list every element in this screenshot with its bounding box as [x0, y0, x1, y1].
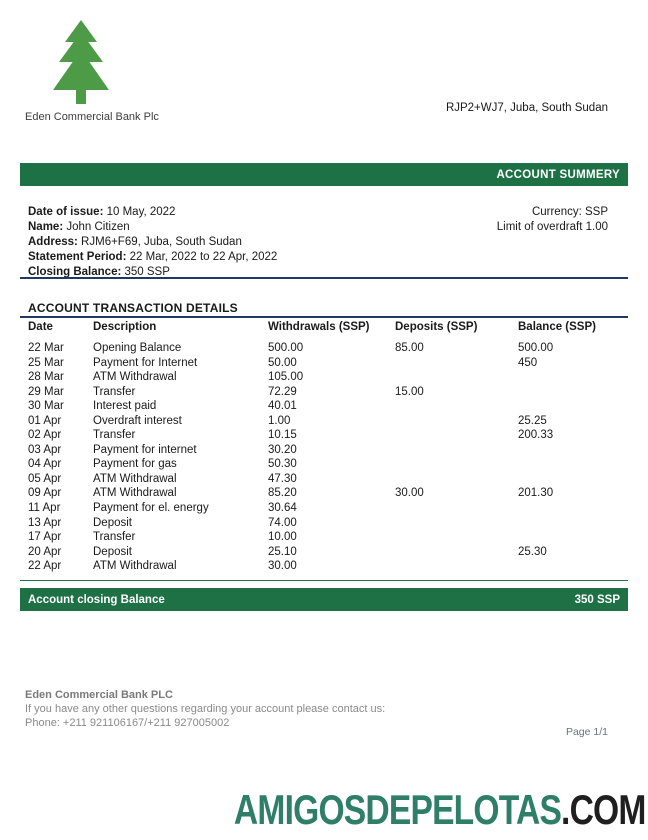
- bank-plus-code-address: RJP2+WJ7, Juba, South Sudan: [445, 102, 608, 114]
- cell-date: 02 Apr: [28, 429, 62, 442]
- table-row: [28, 356, 628, 371]
- cell-withdrawal: 72.29: [268, 385, 297, 398]
- footer-phone-line: Phone: +211 921106167/+211 927005002: [25, 717, 230, 729]
- table-row: [28, 545, 628, 560]
- col-header-withdrawals: Withdrawals (SSP): [268, 321, 370, 333]
- cell-balance: [518, 559, 628, 574]
- cell-description: Overdraft interest: [93, 414, 182, 427]
- table-row: [28, 385, 628, 400]
- cell-withdrawal: 25.10: [268, 545, 297, 558]
- table-row: [28, 457, 628, 472]
- cell-deposit: [395, 356, 518, 371]
- summary-field: Closing Balance: 350 SSP: [28, 266, 170, 278]
- cell-balance: [518, 516, 628, 531]
- cell-description: Payment for el. energy: [93, 502, 209, 515]
- account-summary-section: [28, 205, 628, 280]
- cell-description: ATM Withdrawal: [93, 560, 177, 573]
- cell-withdrawal: 74.00: [268, 516, 297, 529]
- cell-deposit: 85.00: [395, 342, 424, 354]
- table-row: [28, 516, 628, 531]
- cell-description: Payment for Internet: [93, 356, 198, 369]
- cell-withdrawal: 30.20: [268, 443, 297, 456]
- cell-date: 30 Mar: [28, 400, 64, 413]
- cell-date: 25 Mar: [28, 356, 64, 369]
- table-row: [28, 370, 628, 385]
- closing-balance-bar: [20, 588, 628, 611]
- table-row: [28, 486, 628, 501]
- summary-field-label: Address:: [28, 236, 78, 248]
- cell-date: 28 Mar: [28, 371, 64, 384]
- cell-deposit: [395, 545, 518, 560]
- watermark-site-name: AMIGOSDEPELOTAS: [234, 786, 562, 833]
- footer-bank-name: Eden Commercial Bank PLC: [25, 689, 173, 701]
- cell-description: ATM Withdrawal: [93, 371, 177, 384]
- summary-field: Statement Period: 22 Mar, 2022 to 22 Apr, 2022: [28, 251, 278, 263]
- table-row: [28, 530, 628, 545]
- summary-field-label: Name:: [28, 221, 64, 233]
- cell-description: Transfer: [93, 429, 136, 442]
- cell-withdrawal: 50.30: [268, 458, 297, 471]
- cell-date: 29 Mar: [28, 385, 64, 398]
- cell-balance: [518, 501, 628, 516]
- closing-balance-label: Account closing Balance: [28, 593, 165, 606]
- cell-balance: [518, 457, 628, 472]
- cell-description: Deposit: [93, 545, 132, 558]
- cell-date: 22 Apr: [28, 560, 62, 573]
- cell-balance: 450: [518, 356, 538, 369]
- cell-deposit: [395, 501, 518, 516]
- cell-balance: 500.00: [518, 342, 554, 354]
- cell-withdrawal: 10.00: [268, 531, 297, 544]
- account-summary-bar: [20, 163, 628, 186]
- cell-date: 09 Apr: [28, 487, 62, 500]
- table-row: [28, 414, 628, 429]
- cell-deposit: [395, 472, 518, 487]
- cell-description: Interest paid: [93, 400, 157, 413]
- cell-date: 01 Apr: [28, 414, 62, 427]
- cell-description: Opening Balance: [93, 342, 182, 354]
- cell-withdrawal: 500.00: [268, 342, 304, 354]
- cell-deposit: [395, 428, 518, 443]
- summary-field-label: Statement Period:: [28, 251, 127, 263]
- cell-withdrawal: 105.00: [268, 371, 304, 384]
- col-header-date: Date: [28, 321, 53, 333]
- table-row: [28, 559, 628, 574]
- cell-balance: 25.25: [518, 414, 547, 427]
- cell-date: 03 Apr: [28, 443, 62, 456]
- summary-right-column: [497, 205, 608, 235]
- bank-logo: [25, 18, 175, 123]
- watermark: [234, 786, 646, 834]
- cell-withdrawal: 30.00: [268, 560, 297, 573]
- cell-deposit: [395, 414, 518, 429]
- table-header-row: [28, 321, 628, 333]
- cell-withdrawal: 50.00: [268, 356, 297, 369]
- cell-balance: [518, 443, 628, 458]
- cell-balance: [518, 399, 628, 414]
- cell-description: Payment for gas: [93, 458, 177, 471]
- closing-balance-value: 350 SSP: [574, 593, 620, 606]
- cell-withdrawal: 40.01: [268, 400, 297, 413]
- table-row: [28, 501, 628, 516]
- cell-withdrawal: 1.00: [268, 414, 291, 427]
- cell-description: Transfer: [93, 385, 136, 398]
- cell-withdrawal: 10.15: [268, 429, 297, 442]
- cell-date: 13 Apr: [28, 516, 62, 529]
- table-row: [28, 341, 628, 356]
- overdraft-limit-line: Limit of overdraft 1.00: [496, 221, 608, 233]
- cell-balance: [518, 472, 628, 487]
- transactions-table-body: [28, 341, 628, 574]
- cell-description: ATM Withdrawal: [93, 472, 177, 485]
- col-header-balance: Balance (SSP): [518, 321, 596, 333]
- cell-description: ATM Withdrawal: [93, 487, 177, 500]
- table-row: [28, 443, 628, 458]
- cell-balance: 201.30: [518, 487, 554, 500]
- cell-date: 17 Apr: [28, 531, 62, 544]
- cell-balance: [518, 530, 628, 545]
- col-header-deposits: Deposits (SSP): [395, 321, 478, 333]
- summary-field: Date of issue: 10 May, 2022: [28, 206, 176, 218]
- cell-description: Payment for internet: [93, 443, 197, 456]
- summary-divider-line: [20, 277, 628, 279]
- cell-deposit: [395, 530, 518, 545]
- cell-deposit: [395, 443, 518, 458]
- cell-withdrawal: 85.20: [268, 487, 297, 500]
- cell-balance: [518, 385, 628, 400]
- cell-balance: 25.30: [518, 545, 547, 558]
- cell-deposit: [395, 559, 518, 574]
- pine-tree-icon: [50, 18, 112, 106]
- currency-line: Currency: SSP: [531, 206, 608, 218]
- table-row: [28, 399, 628, 414]
- table-row: [28, 428, 628, 443]
- cell-deposit: [395, 457, 518, 472]
- transactions-section-title: ACCOUNT TRANSACTION DETAILS: [28, 301, 238, 315]
- cell-date: 11 Apr: [28, 502, 61, 515]
- cell-deposit: 15.00: [395, 385, 424, 398]
- table-row: [28, 472, 628, 487]
- transactions-title-underline: [20, 316, 628, 318]
- cell-deposit: [395, 516, 518, 531]
- footer: [25, 688, 385, 730]
- summary-field-label: Date of issue:: [28, 206, 104, 218]
- summary-field: Name: John Citizen: [28, 221, 130, 233]
- closing-divider-line: [20, 580, 628, 581]
- cell-deposit: 30.00: [395, 487, 424, 500]
- cell-balance: [518, 370, 628, 385]
- cell-withdrawal: 47.30: [268, 472, 297, 485]
- footer-contact-line: If you have any other questions regarding your account please contact us:: [25, 703, 386, 715]
- col-header-description: Description: [93, 321, 157, 333]
- cell-date: 20 Apr: [28, 545, 62, 558]
- cell-deposit: [395, 370, 518, 385]
- cell-withdrawal: 30.64: [268, 502, 297, 515]
- page-indicator: Page 1/1: [565, 726, 608, 738]
- watermark-domain-suffix: .COM: [561, 786, 646, 833]
- cell-date: 04 Apr: [28, 458, 62, 471]
- cell-date: 05 Apr: [28, 472, 62, 485]
- summary-field-label: Closing Balance:: [28, 266, 122, 278]
- cell-description: Deposit: [93, 516, 132, 529]
- bank-name: Eden Commercial Bank Plc: [25, 111, 159, 123]
- cell-date: 22 Mar: [28, 342, 64, 354]
- summary-field: Address: RJM6+F69, Juba, South Sudan: [28, 236, 242, 248]
- cell-balance: 200.33: [518, 429, 554, 442]
- account-summary-title: ACCOUNT SUMMERY: [496, 168, 620, 181]
- cell-deposit: [395, 399, 518, 414]
- cell-description: Transfer: [93, 531, 136, 544]
